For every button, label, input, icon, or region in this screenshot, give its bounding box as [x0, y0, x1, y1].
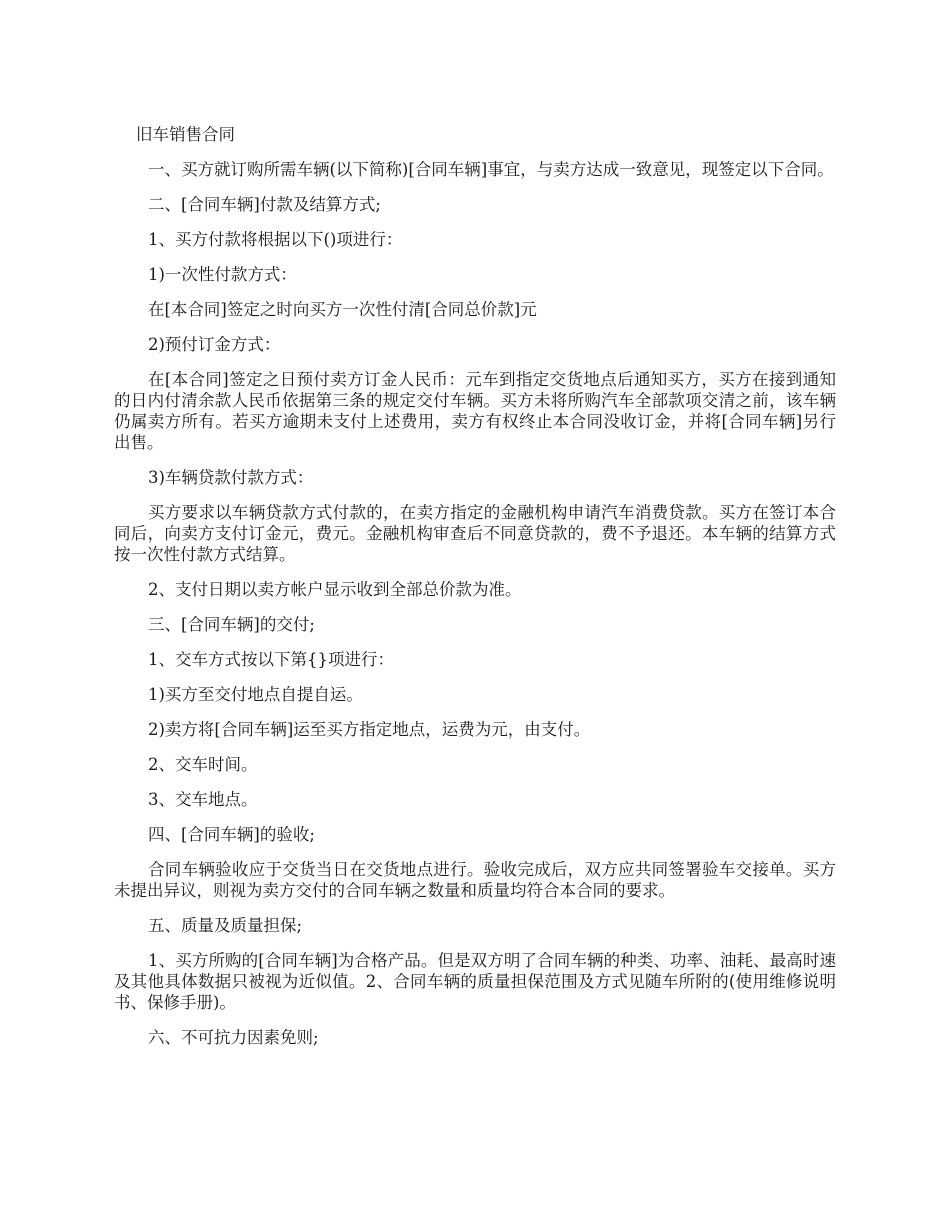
paragraph-8: 3)车辆贷款付款方式：: [148, 468, 314, 487]
paragraph-16: 3、交车地点。: [148, 790, 258, 809]
paragraph-13: 1)买方至交付地点自提自运。: [148, 685, 363, 704]
paragraph-15: 2、交车时间。: [148, 755, 258, 774]
paragraph-9: 买方要求以车辆贷款方式付款的，在卖方指定的金融机构申请汽车消费贷款。买方在签订本合同后，向卖方支付订金元，费元。金融机构审查后不同意贷款的，费不予退还。本车辆的结算方式按一次性付款方式结算。: [114, 503, 836, 564]
paragraph-6: 2)预付订金方式：: [148, 335, 281, 354]
paragraph-19: 五、质量及质量担保;: [148, 916, 303, 935]
paragraph-17: 四、[合同车辆]的验收;: [148, 825, 315, 844]
paragraph-5: 在[本合同]签定之时向买方一次性付清[合同总价款]元: [148, 300, 537, 319]
paragraph-3: 1、买方付款将根据以下()项进行：: [148, 230, 403, 249]
paragraph-14: 2)卖方将[合同车辆]运至买方指定地点，运费为元，由支付。: [148, 720, 591, 739]
paragraph-7: 在[本合同]签定之日预付卖方订金人民币：元车到指定交货地点后通知买方，买方在接到通知的日内付清余款人民币依据第三条的规定交付车辆。买方未将所购汽车全部款项交清之前，该车辆仍属卖方所有。若买方逾期未支付上述费用，卖方有权终止本合同没收订金，并将[合同车辆]另行出售。: [114, 370, 836, 452]
paragraph-12: 1、交车方式按以下第{}项进行：: [148, 650, 394, 669]
paragraph-11: 三、[合同车辆]的交付;: [148, 615, 315, 634]
paragraph-10: 2、支付日期以卖方帐户显示收到全部总价款为准。: [148, 580, 522, 599]
paragraph-2: 二、[合同车辆]付款及结算方式;: [148, 195, 381, 214]
paragraph-4: 1)一次性付款方式：: [148, 265, 297, 284]
document-title: 旧车销售合同: [136, 125, 235, 144]
paragraph-20: 1、买方所购的[合同车辆]为合格产品。但是双方明了合同车辆的种类、功率、油耗、最高时速及其他具体数据只被视为近似值。2、合同车辆的质量担保范围及方式见随车所附的(使用维修说明书、保修手册)。: [114, 951, 836, 1012]
paragraph-18: 合同车辆验收应于交货当日在交货地点进行。验收完成后，双方应共同签署验车交接单。买方未提出异议，则视为卖方交付的合同车辆之数量和质量均符合本合同的要求。: [114, 860, 836, 900]
paragraph-1: 一、买方就订购所需车辆(以下简称)[合同车辆]事宜，与卖方达成一致意见，现签定以下合同。: [148, 160, 834, 179]
paragraph-21: 六、不可抗力因素免则;: [148, 1028, 319, 1047]
document-body: [114, 124, 836, 1062]
